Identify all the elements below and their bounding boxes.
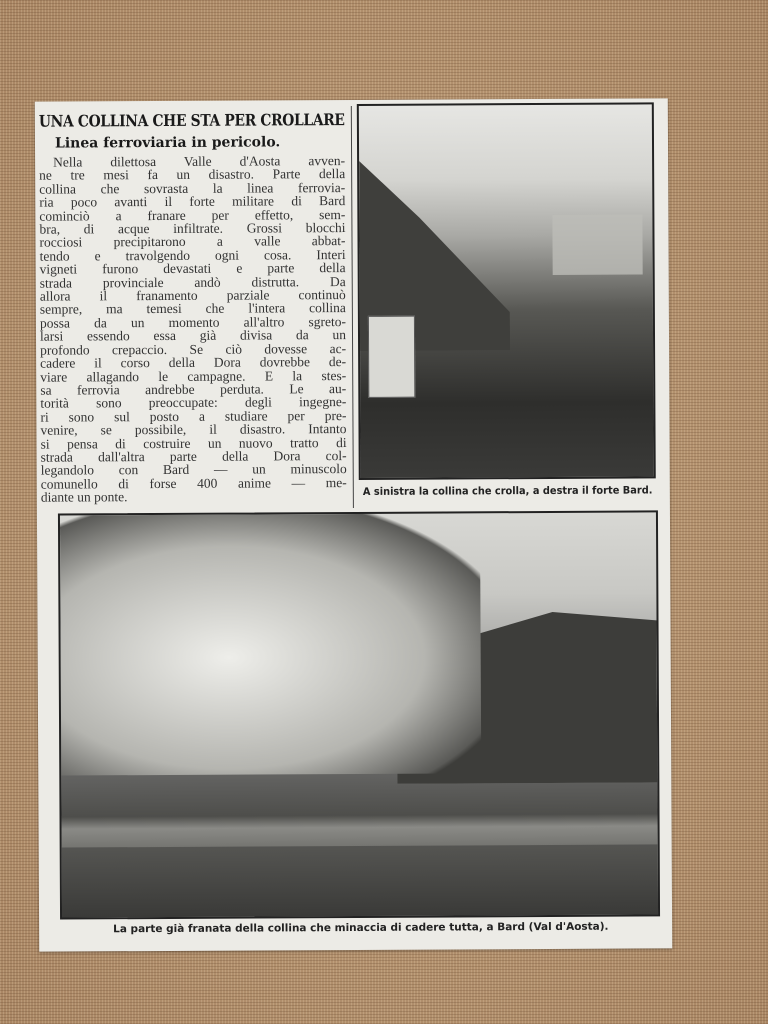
article-line: strada provinciale andò distrutta. Da bbox=[39, 273, 346, 291]
article-line: torità sono preoccupate: degli ingegne- bbox=[40, 394, 347, 411]
article-line: cominciò a franare per effetto, sem- bbox=[39, 206, 346, 224]
article-line: sempre, ma temesi che l'intera collina bbox=[39, 300, 346, 318]
article-line: rocciosi precipitarono a valle abbat- bbox=[39, 233, 346, 251]
article-line: cadere il corso della Dora dovrebbe de- bbox=[40, 354, 347, 371]
headline: UNA COLLINA CHE STA PER CROLLARE bbox=[38, 110, 345, 131]
article-line: profondo crepaccio. Se ciò dovesse ac- bbox=[40, 340, 347, 358]
article-line: tendo e travolgendo ogni cosa. Interi bbox=[39, 246, 346, 264]
article-line: allora il franamento parziale continuò bbox=[39, 287, 346, 304]
article-line: vigneti furono devastati e parte della bbox=[39, 260, 346, 277]
bottom-photo-caption: La parte già franata della collina che minaccia di cadere tutta, a Bard (Val d'Aosta). bbox=[113, 920, 609, 936]
subheadline: Linea ferroviaria in pericolo. bbox=[54, 134, 281, 152]
article-line: sa ferrovia andrebbe perduta. Le au- bbox=[40, 380, 347, 398]
article-line: ne tre mesi fa un disastro. Parte della bbox=[39, 166, 346, 184]
station-building-shape bbox=[368, 316, 415, 398]
fort-shape bbox=[552, 214, 642, 274]
newspaper-clipping bbox=[35, 98, 672, 951]
article-line: Nella dilettosa Valle d'Aosta avven- bbox=[53, 153, 346, 170]
article-body bbox=[39, 154, 353, 504]
article-line: legandolo con Bard — un minuscolo bbox=[40, 461, 347, 478]
article-line: ria poco avanti il forte militare di Bard bbox=[39, 193, 346, 210]
article-line: ri sono sul posto a studiare per pre- bbox=[40, 407, 347, 425]
article-line: diante un ponte. bbox=[40, 489, 128, 505]
top-photo-caption: A sinistra la collina che crolla, a destra il forte Bard. bbox=[362, 484, 653, 498]
article-line: collina che sovrasta la linea ferrovia- bbox=[39, 179, 346, 197]
article-line: strada dall'altra parte della Dora col- bbox=[40, 447, 347, 465]
photo-valley-fort-bard bbox=[357, 102, 656, 480]
article-line: comunello di forse 400 anime — me- bbox=[40, 474, 347, 492]
photo-landslide bbox=[58, 510, 660, 919]
article-line: viare allagando le campagne. E la stes- bbox=[40, 367, 347, 385]
rock-slide-shape bbox=[60, 513, 481, 775]
article-column bbox=[39, 106, 354, 510]
article-line: possa da un momento all'altro sgreto- bbox=[39, 313, 346, 331]
river-shape bbox=[62, 844, 658, 917]
article-line: venire, se possibile, il disastro. Intanto bbox=[40, 421, 347, 438]
article-line: larsi essendo essa già divisa da un bbox=[39, 327, 347, 344]
article-line: si pensa di costruire un nuovo tratto di bbox=[40, 434, 347, 452]
article-line: bra, di acque infiltrate. Grossi blocchi bbox=[39, 220, 346, 237]
